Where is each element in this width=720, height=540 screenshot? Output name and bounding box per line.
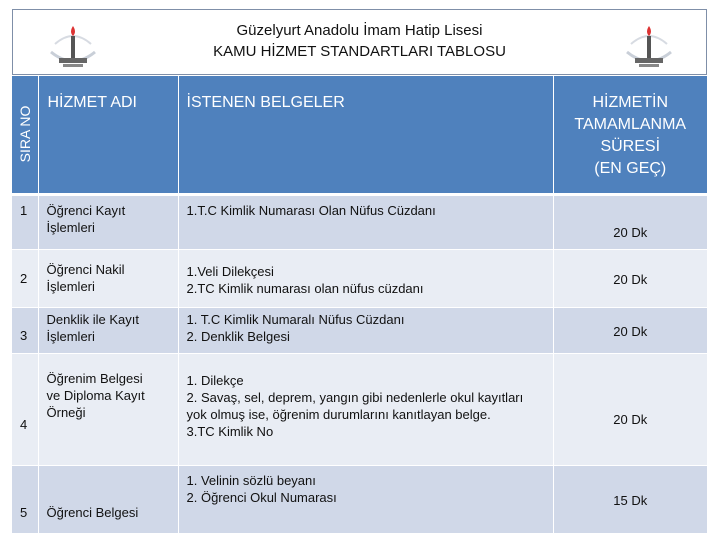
service-name: Denklik ile Kayıt İşlemleri <box>38 307 178 353</box>
row-number: 5 <box>12 465 38 533</box>
service-name: Öğrenci Belgesi <box>38 465 178 533</box>
completion-time: 20 Dk <box>553 353 707 465</box>
table-title: KAMU HİZMET STANDARTLARI TABLOSU <box>213 43 506 60</box>
completion-time: 15 Dk <box>553 465 707 533</box>
table-row <box>12 465 707 533</box>
school-name: Güzelyurt Anadolu İmam Hatip Lisesi <box>236 22 483 39</box>
table-row <box>12 353 707 465</box>
service-name: Öğrenim Belgesi ve Diploma Kayıt Örneği <box>38 353 178 465</box>
completion-time: 20 Dk <box>553 307 707 353</box>
completion-time: 20 Dk <box>553 194 707 249</box>
required-documents: 1.Veli Dilekçesi 2.TC Kimlik numarası olan nüfus cüzdanı <box>178 249 553 307</box>
table-row <box>12 307 707 353</box>
service-name: Öğrenci Kayıt İşlemleri <box>38 194 178 249</box>
table-header-row <box>12 76 707 194</box>
service-standards-table <box>12 76 707 534</box>
row-number: 3 <box>12 307 38 353</box>
completion-time: 20 Dk <box>553 249 707 307</box>
column-header-hizmet-adi: HİZMET ADI <box>38 76 178 194</box>
required-documents: 1.T.C Kimlik Numarası Olan Nüfus Cüzdanı <box>178 194 553 249</box>
header-banner <box>12 9 707 75</box>
meb-logo-icon <box>621 22 677 72</box>
row-number: 2 <box>12 249 38 307</box>
required-documents: 1. T.C Kimlik Numaralı Nüfus Cüzdanı 2. Denklik Belgesi <box>178 307 553 353</box>
column-header-sira-no: SIRA NO <box>12 76 38 194</box>
column-header-istenen-belgeler: İSTENEN BELGELER <box>178 76 553 194</box>
required-documents: 1. Velinin sözlü beyanı 2. Öğrenci Okul Numarası <box>178 465 553 533</box>
required-documents: 1. Dilekçe 2. Savaş, sel, deprem, yangın gibi nedenlerle okul kayıtları yok olmuş ise, öğrenim durumlarını kanıtlayan belge. 3.TC Kimlik No <box>178 353 553 465</box>
table-row <box>12 194 707 249</box>
row-number: 4 <box>12 353 38 465</box>
row-number: 1 <box>12 194 38 249</box>
table-row <box>12 249 707 307</box>
column-header-tamamlanma-suresi: HİZMETİN TAMAMLANMA SÜRESİ (EN GEÇ) <box>553 76 707 194</box>
service-name: Öğrenci Nakil İşlemleri <box>38 249 178 307</box>
